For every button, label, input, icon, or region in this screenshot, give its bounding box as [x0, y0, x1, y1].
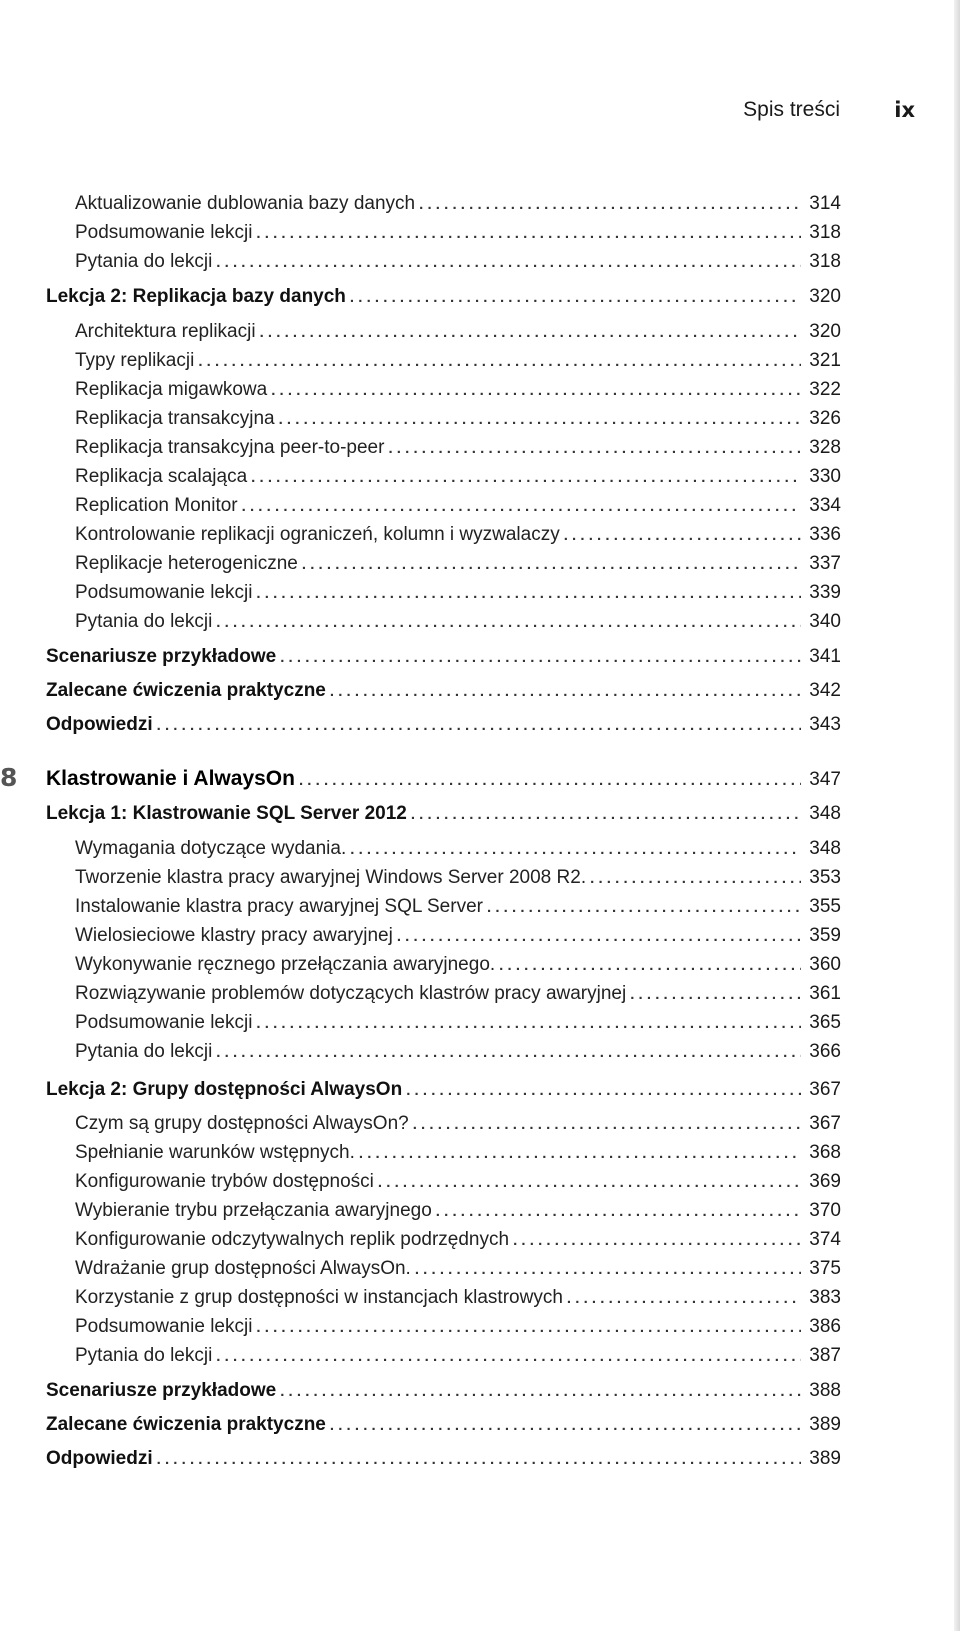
dot-leader — [413, 1111, 801, 1138]
dot-leader — [330, 1412, 801, 1439]
dot-leader — [406, 1077, 801, 1104]
page-number: ix — [894, 98, 915, 122]
toc-entry-title: Tworzenie klastra pracy awaryjnej Windows Server 2008 R2. — [75, 867, 587, 888]
toc-entry-title: Odpowiedzi — [46, 1448, 153, 1469]
toc-entry-page: 360 — [809, 954, 841, 975]
running-head-title: Spis treści — [743, 98, 840, 121]
dot-leader — [280, 644, 801, 671]
toc-entry-title: Zalecane ćwiczenia praktyczne — [46, 680, 326, 701]
dot-leader — [590, 865, 801, 892]
dot-leader — [198, 348, 801, 375]
toc-entry-title: Wykonywanie ręcznego przełączania awaryjnego. — [75, 954, 496, 975]
toc-entry[interactable] — [75, 608, 841, 635]
toc-entry-page: 328 — [809, 437, 841, 458]
toc-entry-page: 368 — [809, 1142, 841, 1163]
toc-entry-title: Kontrolowanie replikacji ograniczeń, kolumn i wyzwalaczy — [75, 524, 560, 545]
toc-entry-title: Konfigurowanie trybów dostępności — [75, 1171, 374, 1192]
running-head — [0, 96, 915, 126]
dot-leader — [388, 435, 801, 462]
dot-leader — [630, 981, 801, 1008]
toc-entry-title: Podsumowanie lekcji — [75, 582, 253, 603]
toc-entry-title: Odpowiedzi — [46, 714, 153, 735]
dot-leader — [564, 522, 801, 549]
dot-leader — [251, 464, 801, 491]
dot-leader — [567, 1285, 801, 1312]
toc-entry[interactable] — [46, 800, 841, 827]
toc-entry[interactable] — [75, 434, 841, 461]
dot-leader — [397, 923, 801, 950]
toc-entry-title: Scenariusze przykładowe — [46, 1380, 277, 1401]
toc-entry-page: 359 — [809, 925, 841, 946]
dot-leader — [436, 1198, 801, 1225]
toc-entry[interactable] — [75, 1038, 841, 1065]
toc-entry[interactable] — [75, 1009, 841, 1036]
toc-entry-title: Instalowanie klastra pracy awaryjnej SQL Server — [75, 896, 483, 917]
toc-entry-page: 367 — [809, 1079, 841, 1100]
toc-entry-page: 361 — [809, 983, 841, 1004]
toc-entry-title: Podsumowanie lekcji — [75, 1012, 253, 1033]
dot-leader — [256, 1010, 801, 1037]
dot-leader — [157, 712, 801, 739]
toc-entry-title: Rozwiązywanie problemów dotyczących klastrów pracy awaryjnej — [75, 983, 627, 1004]
dot-leader — [411, 801, 801, 828]
dot-leader — [419, 191, 801, 218]
toc-entry-title: Wielosieciowe klastry pracy awaryjnej — [75, 925, 393, 946]
toc-entry[interactable] — [75, 1168, 841, 1195]
toc-entry-page: 347 — [809, 769, 841, 790]
toc-entry-page: 326 — [809, 408, 841, 429]
toc-entry-page: 353 — [809, 867, 841, 888]
toc-entry[interactable] — [75, 835, 841, 862]
toc-entry-title: Lekcja 2: Grupy dostępności AlwaysOn — [46, 1079, 403, 1100]
toc-entry-title: Klastrowanie i AlwaysOn — [46, 767, 295, 790]
toc-entry-page: 322 — [809, 379, 841, 400]
toc-entry-page: 374 — [809, 1229, 841, 1250]
toc-entry-title: Pytania do lekcji — [75, 611, 213, 632]
toc-entry[interactable] — [75, 521, 841, 548]
toc-entry[interactable] — [75, 1284, 841, 1311]
toc-entry-page: 355 — [809, 896, 841, 917]
toc-entry[interactable] — [75, 893, 841, 920]
toc-entry-page: 375 — [809, 1258, 841, 1279]
toc-entry[interactable] — [75, 980, 841, 1007]
dot-leader — [499, 952, 801, 979]
toc-entry-page: 389 — [809, 1414, 841, 1435]
dot-leader — [242, 493, 801, 520]
toc-entry-title: Replikacje heterogeniczne — [75, 553, 298, 574]
toc-entry-page: 339 — [809, 582, 841, 603]
toc-entry[interactable] — [46, 1377, 841, 1404]
toc-entry-page: 365 — [809, 1012, 841, 1033]
dot-leader — [260, 319, 801, 346]
toc-entry[interactable] — [75, 347, 841, 374]
toc-entry[interactable] — [46, 1076, 841, 1103]
toc-entry[interactable] — [75, 951, 841, 978]
dot-leader — [216, 249, 801, 276]
toc-entry[interactable] — [75, 1342, 841, 1369]
dot-leader — [378, 1169, 801, 1196]
toc-entry-page: 320 — [809, 321, 841, 342]
dot-leader — [256, 580, 801, 607]
dot-leader — [256, 220, 801, 247]
toc-entry[interactable] — [75, 922, 841, 949]
dot-leader — [216, 1343, 801, 1370]
dot-leader — [350, 836, 801, 863]
toc-entry[interactable] — [75, 405, 841, 432]
toc-entry[interactable] — [46, 643, 841, 670]
page-edge-shadow — [954, 0, 960, 1631]
toc-entry-page: 369 — [809, 1171, 841, 1192]
toc-entry-title: Konfigurowanie odczytywalnych replik podrzędnych — [75, 1229, 510, 1250]
toc-entry[interactable] — [75, 1255, 841, 1282]
toc-entry-title: Czym są grupy dostępności AlwaysOn? — [75, 1113, 409, 1134]
toc-entry-title: Aktualizowanie dublowania bazy danych — [75, 193, 416, 214]
toc-entry-title: Replication Monitor — [75, 495, 238, 516]
dot-leader — [330, 678, 801, 705]
toc-entry-page: 314 — [809, 193, 841, 214]
toc-entry-title: Replikacja transakcyjna peer-to-peer — [75, 437, 385, 458]
toc-entry-title: Pytania do lekcji — [75, 251, 213, 272]
toc-entry-page: 321 — [809, 350, 841, 371]
dot-leader — [299, 767, 801, 794]
dot-leader — [302, 551, 801, 578]
chapter-number: 8 — [0, 763, 18, 792]
toc-entry-title: Zalecane ćwiczenia praktyczne — [46, 1414, 326, 1435]
toc-entry-title: Spełnianie warunków wstępnych. — [75, 1142, 355, 1163]
dot-leader — [415, 1256, 801, 1283]
toc-chapter-entry[interactable] — [46, 765, 841, 792]
toc-entry-page: 337 — [809, 553, 841, 574]
dot-leader — [256, 1314, 801, 1341]
toc-entry-page: 343 — [809, 714, 841, 735]
dot-leader — [216, 609, 801, 636]
toc-entry-page: 320 — [809, 286, 841, 307]
toc-entry[interactable] — [75, 1139, 841, 1166]
toc-entry-page: 348 — [809, 803, 841, 824]
toc-entry-page: 367 — [809, 1113, 841, 1134]
dot-leader — [157, 1446, 801, 1473]
toc-entry[interactable] — [75, 1313, 841, 1340]
toc-entry[interactable] — [75, 550, 841, 577]
toc-entry-title: Architektura replikacji — [75, 321, 256, 342]
toc-entry-page: 341 — [809, 646, 841, 667]
toc-entry-title: Replikacja migawkowa — [75, 379, 268, 400]
toc-entry[interactable] — [75, 463, 841, 490]
toc-entry-page: 340 — [809, 611, 841, 632]
toc-entry[interactable] — [75, 190, 841, 217]
toc-entry-page: 318 — [809, 251, 841, 272]
toc-entry-title: Podsumowanie lekcji — [75, 222, 253, 243]
dot-leader — [487, 894, 801, 921]
toc-entry[interactable] — [75, 492, 841, 519]
toc-entry-page: 383 — [809, 1287, 841, 1308]
toc-entry[interactable] — [46, 677, 841, 704]
toc-entry-page: 370 — [809, 1200, 841, 1221]
toc-entry-title: Wdrażanie grup dostępności AlwaysOn. — [75, 1258, 411, 1279]
toc-entry[interactable] — [75, 248, 841, 275]
toc-entry-title: Replikacja transakcyjna — [75, 408, 275, 429]
toc-entry-title: Lekcja 1: Klastrowanie SQL Server 2012 — [46, 803, 407, 824]
toc-entry-title: Pytania do lekcji — [75, 1041, 213, 1062]
toc-entry-page: 366 — [809, 1041, 841, 1062]
toc-entry-page: 336 — [809, 524, 841, 545]
toc-entry-page: 330 — [809, 466, 841, 487]
toc-entry[interactable] — [46, 283, 841, 310]
toc-entry[interactable] — [75, 376, 841, 403]
toc-entry-page: 389 — [809, 1448, 841, 1469]
toc-entry-page: 348 — [809, 838, 841, 859]
dot-leader — [279, 406, 801, 433]
toc-entry-page: 387 — [809, 1345, 841, 1366]
toc-entry[interactable] — [75, 1197, 841, 1224]
toc-entry[interactable] — [75, 1110, 841, 1137]
toc-entry-title: Wybieranie trybu przełączania awaryjnego — [75, 1200, 432, 1221]
dot-leader — [271, 377, 801, 404]
toc-entry-title: Scenariusze przykładowe — [46, 646, 277, 667]
toc-entry[interactable] — [75, 579, 841, 606]
toc-entry[interactable] — [46, 1411, 841, 1438]
toc-entry-title: Typy replikacji — [75, 350, 195, 371]
toc-entry-title: Pytania do lekcji — [75, 1345, 213, 1366]
toc-entry-page: 388 — [809, 1380, 841, 1401]
toc-entry-title: Wymagania dotyczące wydania. — [75, 838, 347, 859]
toc-entry-page: 342 — [809, 680, 841, 701]
toc-entry-page: 318 — [809, 222, 841, 243]
dot-leader — [216, 1039, 801, 1066]
toc-entry[interactable] — [75, 318, 841, 345]
toc-entry[interactable] — [46, 711, 841, 738]
toc-entry[interactable] — [75, 219, 841, 246]
toc-entry-title: Podsumowanie lekcji — [75, 1316, 253, 1337]
toc-entry[interactable] — [75, 1226, 841, 1253]
toc-entry-page: 334 — [809, 495, 841, 516]
toc-entry-title: Lekcja 2: Replikacja bazy danych — [46, 286, 346, 307]
dot-leader — [359, 1140, 801, 1167]
dot-leader — [280, 1378, 801, 1405]
toc-entry[interactable] — [75, 864, 841, 891]
dot-leader — [350, 284, 801, 311]
toc-entry-page: 386 — [809, 1316, 841, 1337]
toc-entry-title: Replikacja scalająca — [75, 466, 248, 487]
toc-entry[interactable] — [46, 1445, 841, 1472]
dot-leader — [513, 1227, 801, 1254]
toc-entry-title: Korzystanie z grup dostępności w instancjach klastrowych — [75, 1287, 563, 1308]
